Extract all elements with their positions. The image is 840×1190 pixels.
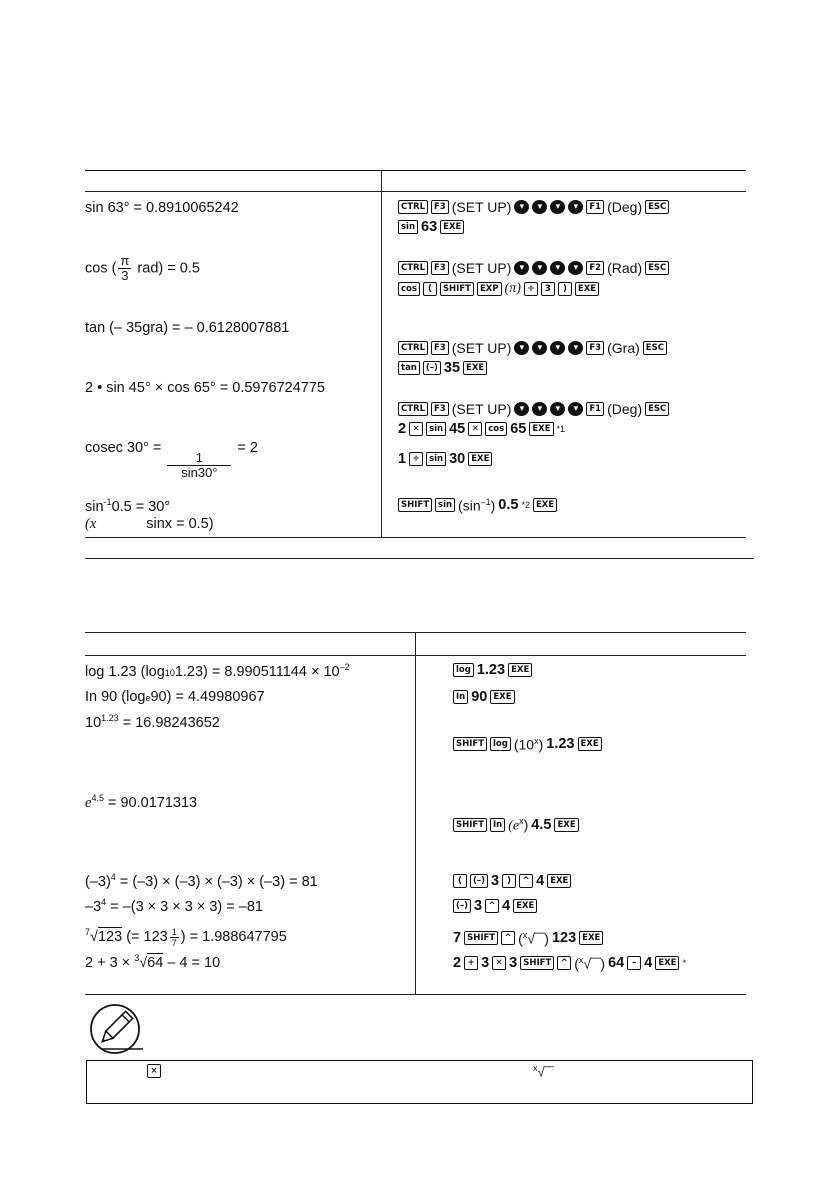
log-op-5: ( (–) 3 ) ^ 4 EXE: [453, 873, 571, 889]
log-expr-3: $10^{1.23} = 16.98243652$: [85, 713, 220, 731]
log-op-8: 2 + 3 ✕ 3 SHIFT ^ ($^x$√‾‾) 64 – 4 EXE *: [453, 955, 686, 972]
trig-op-2b: cos ( SHIFT EXP (π) ÷ 3 ) EXE: [398, 281, 599, 297]
trig-expr-1: sin 63° = 0.8910065242: [85, 200, 239, 216]
log-op-1: log 1.23 EXE: [453, 662, 532, 678]
trig-op-4b: 2 ✕ sin 45 ✕ cos 65 EXE *1: [398, 421, 566, 437]
trig-op-4a: CTRL F3 (SET UP) ▾ ▾ ▾ ▾ F1 (Deg) ESC: [398, 401, 669, 417]
trig-op-6: SHIFT sin $(\sin^{-1})$ 0.5 *2 EXE: [398, 497, 557, 514]
note-multiply-key: ×: [147, 1064, 161, 1078]
trig-expr-4: 2 • sin 45° × cos 65° = 0.5976724775: [85, 380, 325, 396]
log-expr-1: log 1.23 $(\log 101.23) = 8.990511144 \times 10^{-2}$: [85, 662, 350, 680]
trig-expr-5: cosec 30° = $\frac{1}{\sin 30^\circ}$ = 2: [85, 440, 258, 480]
log-op-7: 7 SHIFT ^ ($^x$√‾‾) 123 EXE: [453, 930, 603, 947]
trig-expr-6b: (x sinx = 0.5): [85, 516, 214, 532]
log-op-3: SHIFT log (10$^x$) 1.23 EXE: [453, 736, 602, 753]
log-expr-7: $^7$√123 (= 123 $\frac{1}{7}$ ) = 1.988647795: [85, 927, 287, 948]
trig-op-2a: CTRL F3 (SET UP) ▾ ▾ ▾ ▾ F2 (Rad) ESC: [398, 260, 669, 276]
trig-expr-3: tan (– 35gra) = – 0.6128007881: [85, 320, 290, 336]
trig-expr-2: cos ( $\frac{\pi}{3}$ rad) = 0.5: [85, 253, 200, 283]
log-expr-2: In 90 (loge90) = 4.49980967: [85, 689, 265, 705]
trig-op-3b: tan (–) 35 EXE: [398, 360, 487, 376]
trig-op-1b: sin 63 EXE: [398, 219, 464, 235]
log-op-6: (–) 3 ^ 4 EXE: [453, 898, 537, 914]
note-root-symbol: $^x$√‾‾: [533, 1063, 554, 1080]
note-box: [86, 1060, 753, 1104]
log-expr-4: $e^{4.5} = 90.0171313$: [85, 793, 198, 811]
trig-op-3a: CTRL F3 (SET UP) ▾ ▾ ▾ ▾ F3 (Gra) ESC: [398, 340, 667, 356]
log-op-2: In 90 EXE: [453, 689, 515, 705]
log-expr-6: $-3^4 = -(3 \times 3 \times 3 \times 3) = -81$: [85, 897, 263, 915]
pencil-note-icon: [87, 1003, 145, 1055]
trig-op-1a: CTRL F3 (SET UP) ▾ ▾ ▾ ▾ F1 (Deg) ESC: [398, 199, 669, 215]
log-expr-5: $(-3)^4 = (-3) \times (-3) \times (-3) \times (-3) = 81$: [85, 872, 318, 890]
log-op-4: SHIFT In $(e^x)$ 4.5 EXE: [453, 816, 579, 835]
trig-op-5: 1 ÷ sin 30 EXE: [398, 451, 492, 467]
log-expr-8: 2 + 3 × $^3$√64 – 4 = 10: [85, 953, 221, 971]
trig-expr-6: $\sin^{-1}0.5 = 30^\circ$: [85, 497, 171, 515]
